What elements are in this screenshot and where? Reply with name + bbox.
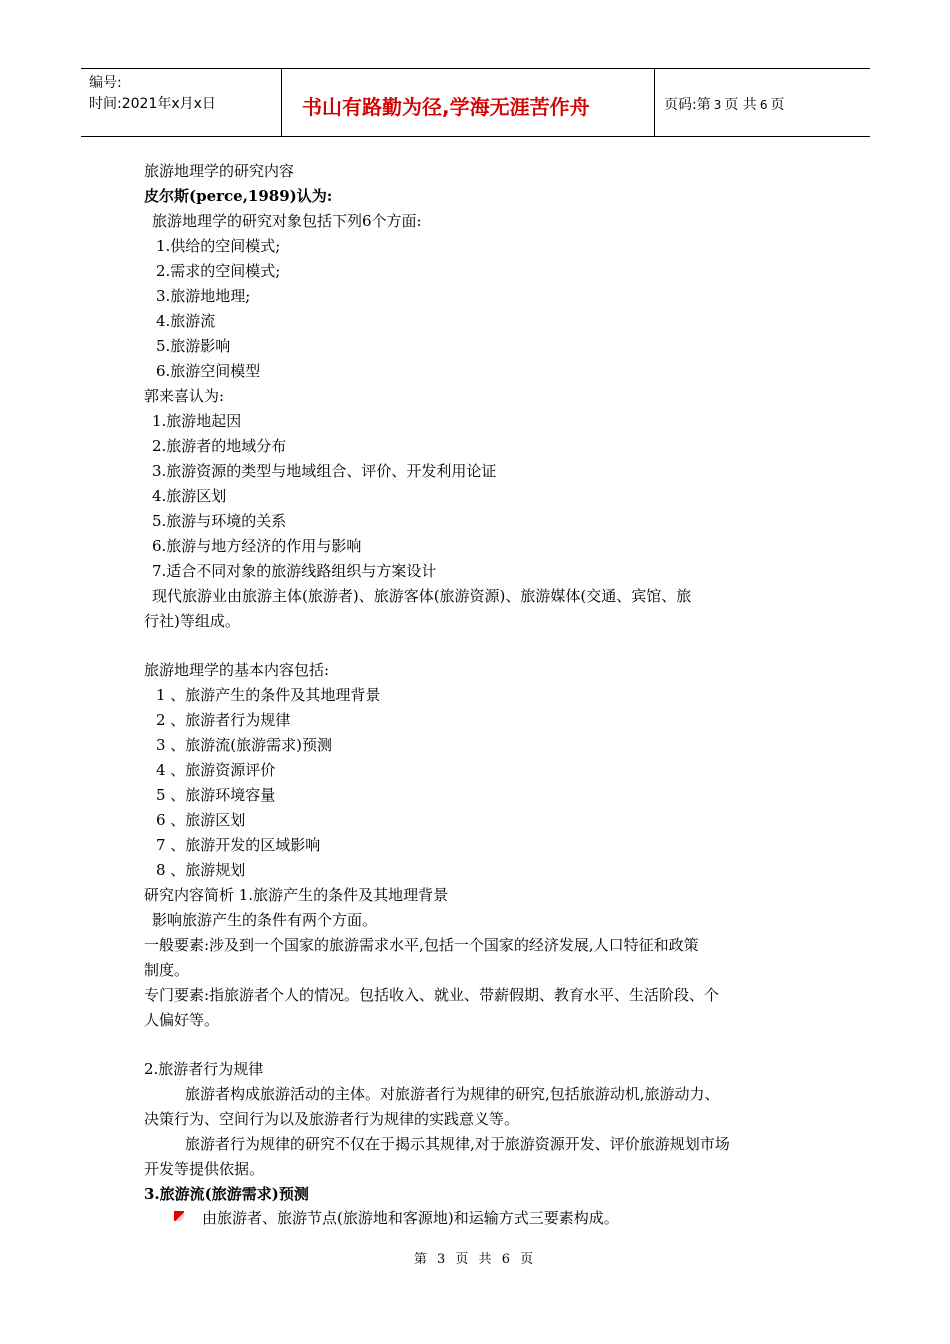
list-item: 6.旅游与地方经济的作用与影响	[152, 537, 362, 555]
list-item: 1 、旅游产生的条件及其地理背景	[156, 686, 381, 704]
list-item: 4 、旅游资源评价	[156, 761, 276, 779]
header-table	[81, 68, 870, 137]
header-middle-cell	[282, 69, 655, 136]
bullet-item: 由旅游者、旅游节点(旅游地和客源地)和运输方式三要素构成。	[202, 1209, 619, 1227]
paragraph: 专门要素:指旅游者个人的情况。包括收入、就业、带薪假期、教育水平、生活阶段、个	[144, 986, 720, 1004]
paragraph: 制度。	[144, 961, 190, 979]
list-item: 2 、旅游者行为规律	[156, 711, 291, 729]
subsection-heading: 3.旅游流(旅游需求)预测	[144, 1185, 309, 1203]
header-motto: 书山有路勤为径,学海无涯苦作舟	[302, 95, 590, 119]
paragraph: 现代旅游业由旅游主体(旅游者)、旅游客体(旅游资源)、旅游媒体(交通、宾馆、旅	[152, 587, 692, 605]
paragraph: 旅游者行为规律的研究不仅在于揭示其规律,对于旅游资源开发、评价旅游规划市场	[185, 1135, 730, 1153]
basic-content-heading: 旅游地理学的基本内容包括:	[144, 661, 330, 679]
section-title: 旅游地理学的研究内容	[144, 162, 295, 180]
page-end: 页	[770, 97, 785, 113]
list-item: 4.旅游流	[156, 312, 216, 330]
subsection-heading: 2.旅游者行为规律	[144, 1060, 264, 1078]
paragraph: 人偏好等。	[144, 1011, 220, 1029]
list-item: 3 、旅游流(旅游需求)预测	[156, 736, 333, 754]
list-item: 2.需求的空间模式;	[156, 262, 281, 280]
list-item: 1.旅游地起因	[152, 412, 242, 430]
paragraph: 开发等提供依据。	[144, 1160, 265, 1178]
time-label: 时间:2021年x月x日	[89, 96, 216, 112]
paragraph: 行社)等组成。	[144, 612, 240, 630]
paragraph: 一般要素:涉及到一个国家的旅游需求水平,包括一个国家的经济发展,人口特征和政策	[144, 936, 699, 954]
list-item: 1.供给的空间模式;	[156, 237, 281, 255]
list-item: 3.旅游地地理;	[156, 287, 251, 305]
list-item: 3.旅游资源的类型与地域组合、评价、开发利用论证	[152, 462, 497, 480]
pierce-heading: 皮尔斯(perce,1989)认为:	[144, 187, 333, 205]
list-item: 8 、旅游规划	[156, 861, 246, 879]
page-footer: 第 3 页 共 6 页	[413, 1252, 537, 1267]
list-item: 2.旅游者的地域分布	[152, 437, 287, 455]
list-item: 5.旅游影响	[156, 337, 231, 355]
page-total: 6	[759, 98, 768, 112]
red-square-bullet-icon	[174, 1211, 184, 1221]
list-item: 5 、旅游环境容量	[156, 786, 276, 804]
list-item: 7 、旅游开发的区域影响	[156, 836, 321, 854]
header-page-cell	[655, 69, 870, 136]
paragraph: 旅游者构成旅游活动的主体。对旅游者行为规律的研究,包括旅游动机,旅游动力、	[185, 1085, 720, 1103]
list-item: 5.旅游与环境的关系	[152, 512, 287, 530]
page-label: 页码:第	[664, 97, 711, 113]
list-item: 7.适合不同对象的旅游线路组织与方案设计	[152, 562, 437, 580]
list-item: 6.旅游空间模型	[156, 362, 261, 380]
header-left-cell	[81, 69, 282, 136]
paragraph: 影响旅游产生的条件有两个方面。	[152, 911, 378, 929]
list-item: 4.旅游区划	[152, 487, 227, 505]
page-mid: 页 共	[724, 97, 757, 113]
number-label: 编号:	[89, 75, 122, 91]
list-item: 6 、旅游区划	[156, 811, 246, 829]
guo-heading: 郭来喜认为:	[144, 387, 225, 405]
analysis-heading: 研究内容简析 1.旅游产生的条件及其地理背景	[144, 886, 449, 904]
page-current: 3	[713, 98, 722, 112]
paragraph: 旅游地理学的研究对象包括下列6个方面:	[152, 212, 422, 230]
paragraph: 决策行为、空间行为以及旅游者行为规律的实践意义等。	[144, 1110, 520, 1128]
